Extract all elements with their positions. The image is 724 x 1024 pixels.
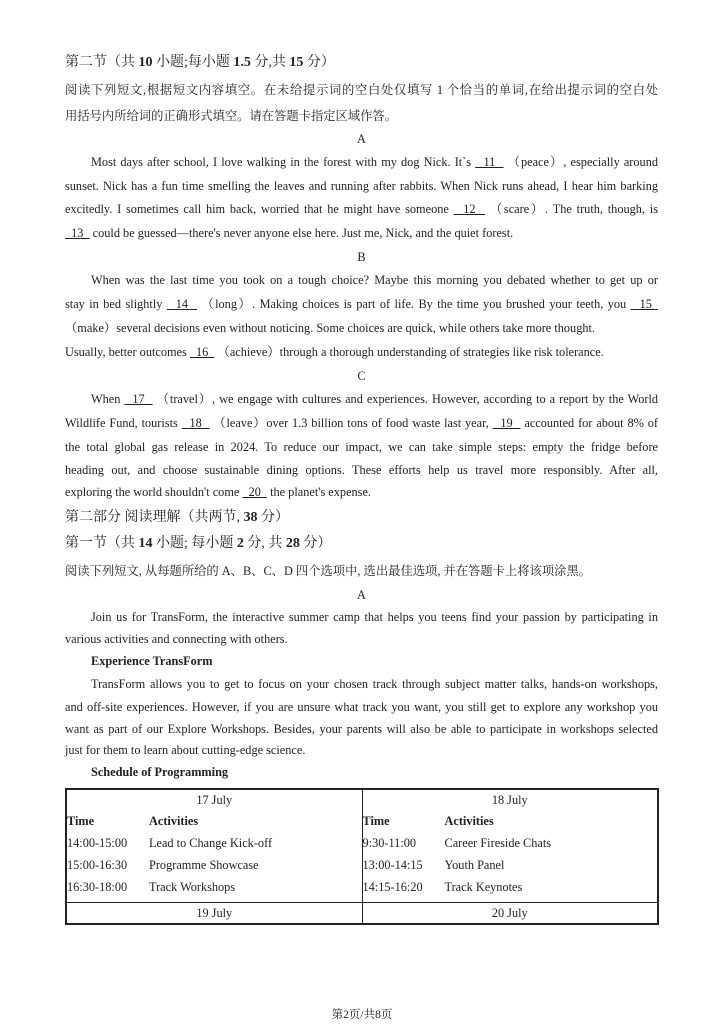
- passage-line: [65, 320, 658, 336]
- answer-blank: 13: [65, 226, 90, 240]
- schedule-row: [363, 854, 658, 876]
- passage-line: [65, 296, 658, 312]
- passage-line: [65, 415, 658, 431]
- passage-line: [91, 272, 658, 288]
- passage-line: TransForm allows you to get to focus on your chosen track through subject matter talks, hands-on workshops,: [91, 677, 658, 691]
- bold-text: 28: [285, 536, 300, 551]
- text-segment: sunset. Nick has a fun time smelling the leaves and running after rabbits. When Nick runs ahead, I hear him barking: [65, 179, 658, 193]
- passage-line: [91, 154, 658, 170]
- instructions: 阅读下列短文,根据短文内容填空。在未给提示词的空白处仅填写 1 个恰当的单词,在给出提示词的空白处: [65, 83, 658, 97]
- passage-label: A: [357, 132, 366, 146]
- activity-cell: Programme Showcase: [149, 858, 259, 872]
- spacer: [67, 898, 362, 902]
- text-segment: （scare）. The truth, though, is: [485, 202, 658, 216]
- bold-text: 1.5: [233, 55, 251, 70]
- time-header: Time: [362, 814, 390, 828]
- passage-line: [65, 484, 658, 500]
- text-segment: 第一节（共: [65, 536, 139, 551]
- schedule-row: [67, 876, 362, 898]
- bold-text: 10: [138, 55, 153, 70]
- day-cell: [66, 903, 362, 925]
- answer-blank: 15: [630, 297, 659, 311]
- bold-text: 15: [289, 55, 304, 70]
- schedule-header-row: [67, 810, 362, 832]
- text-segment: Most days after school, I love walking in the forest with my dog Nick. It`s: [91, 155, 476, 169]
- schedule-row: [363, 832, 658, 854]
- text-segment: 分）: [257, 510, 289, 525]
- part-title: [65, 510, 658, 526]
- passage-line: [65, 178, 658, 194]
- day-date: 17 July: [196, 793, 233, 807]
- schedule-row: [67, 832, 362, 854]
- text-segment: （leave）over 1.3 billion tons of food waste last year,: [209, 416, 493, 430]
- answer-blank: 18: [181, 416, 210, 430]
- schedule-row: [67, 854, 362, 876]
- activity-cell: Youth Panel: [444, 858, 505, 872]
- text-segment: （achieve）through a thorough understanding of strategies like risk tolerance.: [214, 345, 604, 359]
- passage-line: [65, 462, 658, 478]
- activities-header: Activities: [444, 814, 494, 828]
- time-cell: 15:00-16:30: [67, 858, 128, 872]
- schedule-row: [363, 876, 658, 898]
- text-segment: 小题;每小题: [152, 55, 234, 70]
- answer-blank: 12: [453, 202, 486, 216]
- section-title: [65, 536, 658, 552]
- time-cell: 14:00-15:00: [67, 836, 128, 850]
- passage-line: [91, 391, 658, 407]
- text-segment: stay in bed slightly: [65, 297, 167, 311]
- day-cell: [362, 903, 658, 925]
- text-segment: Wildlife Fund, tourists: [65, 416, 182, 430]
- passage-line: Join us for TransForm, the interactive summer camp that helps you teens find your passion by participating in: [91, 610, 658, 624]
- section-title: [65, 55, 658, 71]
- passage-line: [65, 225, 658, 241]
- text-segment: Usually, better outcomes: [65, 345, 190, 359]
- day-cell: [362, 789, 658, 903]
- activity-cell: Track Keynotes: [444, 880, 523, 894]
- text-segment: 第二部分 阅读理解（共两节,: [65, 510, 244, 525]
- text-segment: 分,共: [250, 55, 290, 70]
- answer-blank: 16: [189, 345, 215, 359]
- text-segment: exploring the world shouldn't come: [65, 485, 243, 499]
- answer-blank: 20: [242, 485, 268, 499]
- instructions: 阅读下列短文, 从每题所给的 A、B、C、D 四个选项中, 选出最佳选项, 并在答题卡上将该项涂黑。: [65, 564, 592, 578]
- bold-text: 38: [243, 510, 258, 525]
- day-date: 18 July: [491, 793, 528, 807]
- activity-cell: Track Workshops: [149, 880, 236, 894]
- text-segment: 分）: [299, 536, 332, 551]
- passage-line: just for them to learn about cutting-edge science.: [65, 743, 306, 757]
- time-cell: 16:30-18:00: [67, 880, 128, 894]
- passage-label: A: [357, 588, 366, 602]
- instructions: 用括号内所给词的正确形式填空。请在答题卡指定区域作答。: [65, 109, 398, 123]
- day-date: 20 July: [491, 906, 528, 920]
- text-segment: When: [91, 392, 125, 406]
- text-segment: 小题; 每小题: [152, 536, 237, 551]
- passage-label: C: [357, 369, 366, 383]
- passage-line: [65, 439, 658, 455]
- passage-label: B: [357, 250, 366, 264]
- subheading: Experience TransForm: [91, 654, 213, 668]
- passage-line: various activities and connecting with others.: [65, 632, 288, 646]
- text-segment: the total global gas release in 2024. To reduce our impact, we can take simple steps: empty the fridge before: [65, 440, 658, 454]
- answer-blank: 14: [166, 297, 197, 311]
- text-segment: could be guessed—there's never anyone else here. Just me, Nick, and the quiet forest.: [89, 226, 514, 240]
- activities-header: Activities: [149, 814, 199, 828]
- text-segment: （long）. Making choices is part of life. By the time you brushed your teeth, you: [196, 297, 631, 311]
- text-segment: （peace）, especially around: [503, 155, 658, 169]
- time-cell: 14:15-16:20: [362, 880, 423, 894]
- subheading: Schedule of Programming: [91, 765, 229, 779]
- activity-cell: Lead to Change Kick-off: [149, 836, 273, 850]
- day-date: 19 July: [196, 906, 233, 920]
- day-cell: [66, 789, 362, 903]
- schedule-header-row: [363, 810, 658, 832]
- page-footer: 第2页/共8页: [331, 1009, 393, 1021]
- text-segment: 分）: [303, 55, 335, 70]
- time-cell: 9:30-11:00: [362, 836, 417, 850]
- spacer: [363, 898, 658, 902]
- text-segment: accounted for about 8% of: [520, 416, 658, 430]
- text-segment: 分, 共: [243, 536, 286, 551]
- answer-blank: 11: [475, 155, 504, 169]
- text-segment: When was the last time you took on a tough choice? Maybe this morning you debated whether to get up or: [91, 273, 658, 287]
- answer-blank: 19: [492, 416, 521, 430]
- text-segment: heading out, and choose sustainable dining options. These efforts help us travel more responsibly. After all,: [65, 463, 658, 477]
- passage-line: want as part of our Explore Workshops. Besides, your parents will also be able to participate in workshops selected: [65, 722, 658, 736]
- text-segment: （make）several decisions even without noticing. Some choices are quick, while others take more thought.: [65, 321, 595, 335]
- activity-cell: Career Fireside Chats: [444, 836, 552, 850]
- passage-line: and off-site experiences. However, if you are unsure what track you want, you still get to explore any workshop you: [65, 700, 658, 714]
- answer-blank: 17: [124, 392, 153, 406]
- passage-line: [65, 344, 658, 360]
- text-segment: the planet's expense.: [267, 485, 371, 499]
- bold-text: 2: [236, 536, 244, 551]
- passage-line: [65, 201, 658, 217]
- schedule-table: [65, 788, 659, 925]
- text-segment: excitedly. I sometimes call him back, worried that he might have someone: [65, 202, 454, 216]
- time-cell: 13:00-14:15: [362, 858, 423, 872]
- text-segment: 第二节（共: [65, 55, 139, 70]
- bold-text: 14: [138, 536, 153, 551]
- time-header: Time: [67, 814, 95, 828]
- text-segment: （travel）, we engage with cultures and experiences. However, according to a report by the World: [152, 392, 659, 406]
